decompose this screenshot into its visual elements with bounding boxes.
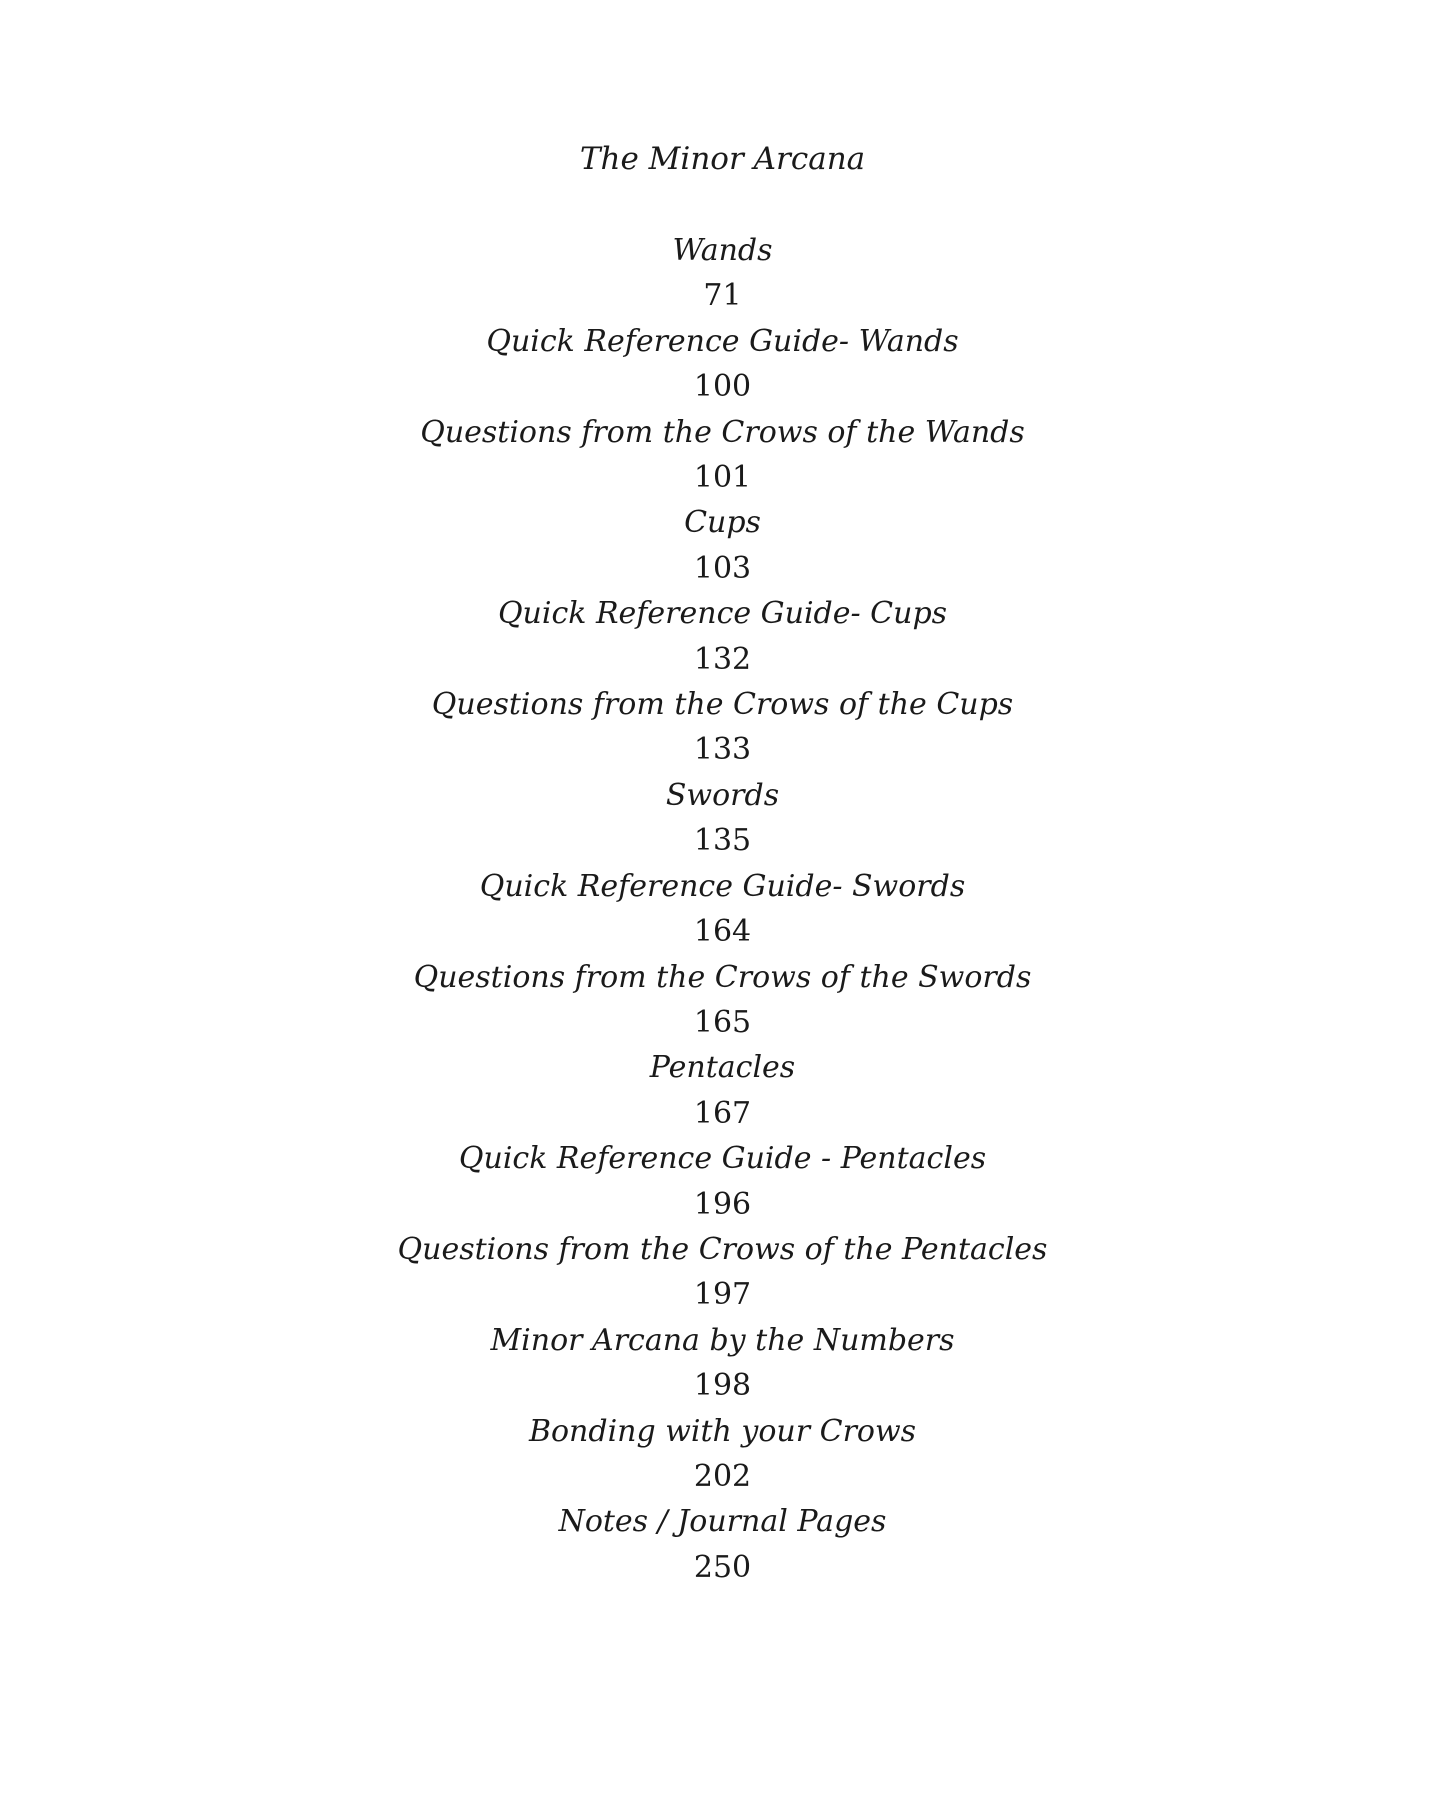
toc-entry-page-number: 164 — [693, 914, 752, 950]
toc-entry — [0, 228, 1445, 319]
toc-entry-title: Notes / Journal Pages — [558, 1504, 887, 1540]
toc-entry — [0, 410, 1445, 501]
toc-entry-title: Quick Reference Guide- Wands — [486, 323, 959, 359]
toc-entry — [0, 682, 1445, 773]
toc-entry-title: Cups — [684, 505, 761, 541]
toc-entry-page-number: 198 — [693, 1368, 752, 1404]
toc-entry-page-number: 132 — [693, 641, 752, 677]
toc-entry-page-number: 100 — [693, 369, 752, 405]
toc-entry — [0, 1409, 1445, 1500]
toc-entry-title: Wands — [672, 233, 773, 268]
toc-entry — [0, 319, 1445, 410]
toc-entry-page-number: 165 — [693, 1004, 752, 1040]
toc-entry — [0, 773, 1445, 864]
table-of-contents — [0, 228, 1445, 1590]
toc-entry-page-number: 250 — [693, 1549, 752, 1585]
toc-entry-title: Quick Reference Guide- Swords — [479, 868, 966, 904]
toc-entry-title: Quick Reference Guide - Pentacles — [458, 1141, 987, 1177]
toc-entry-page-number: 135 — [693, 823, 752, 859]
toc-entry — [0, 591, 1445, 682]
toc-entry — [0, 1318, 1445, 1409]
toc-entry-page-number: 197 — [693, 1277, 752, 1313]
toc-entry — [0, 1045, 1445, 1136]
toc-entry-title: Questions from the Crows of the Cups — [431, 687, 1014, 723]
toc-entry — [0, 1227, 1445, 1318]
page-title: The Minor Arcana — [579, 141, 866, 177]
toc-entry-page-number: 167 — [693, 1095, 752, 1131]
toc-entry-page-number: 202 — [693, 1458, 752, 1494]
toc-entry-title: Quick Reference Guide- Cups — [497, 596, 948, 632]
toc-entry-title: Minor Arcana by the Numbers — [490, 1322, 955, 1358]
toc-entry — [0, 864, 1445, 955]
toc-entry-page-number: 101 — [693, 460, 752, 496]
toc-entry-page-number: 133 — [693, 732, 752, 768]
toc-entry-title: Pentacles — [649, 1050, 796, 1086]
toc-entry-title: Bonding with your Crows — [528, 1413, 917, 1449]
toc-entry-title: Questions from the Crows of the Swords — [413, 959, 1032, 995]
toc-entry-title: Questions from the Crows of the Pentacles — [397, 1231, 1048, 1267]
toc-entry — [0, 1136, 1445, 1227]
toc-entry — [0, 955, 1445, 1046]
toc-entry-page-number: 196 — [693, 1186, 752, 1222]
toc-entry-page-number: 103 — [693, 550, 752, 586]
toc-entry-page-number: 71 — [703, 278, 742, 314]
toc-entry — [0, 1499, 1445, 1590]
toc-entry — [0, 500, 1445, 591]
toc-entry-title: Questions from the Crows of the Wands — [420, 414, 1025, 450]
toc-entry-title: Swords — [665, 777, 780, 813]
